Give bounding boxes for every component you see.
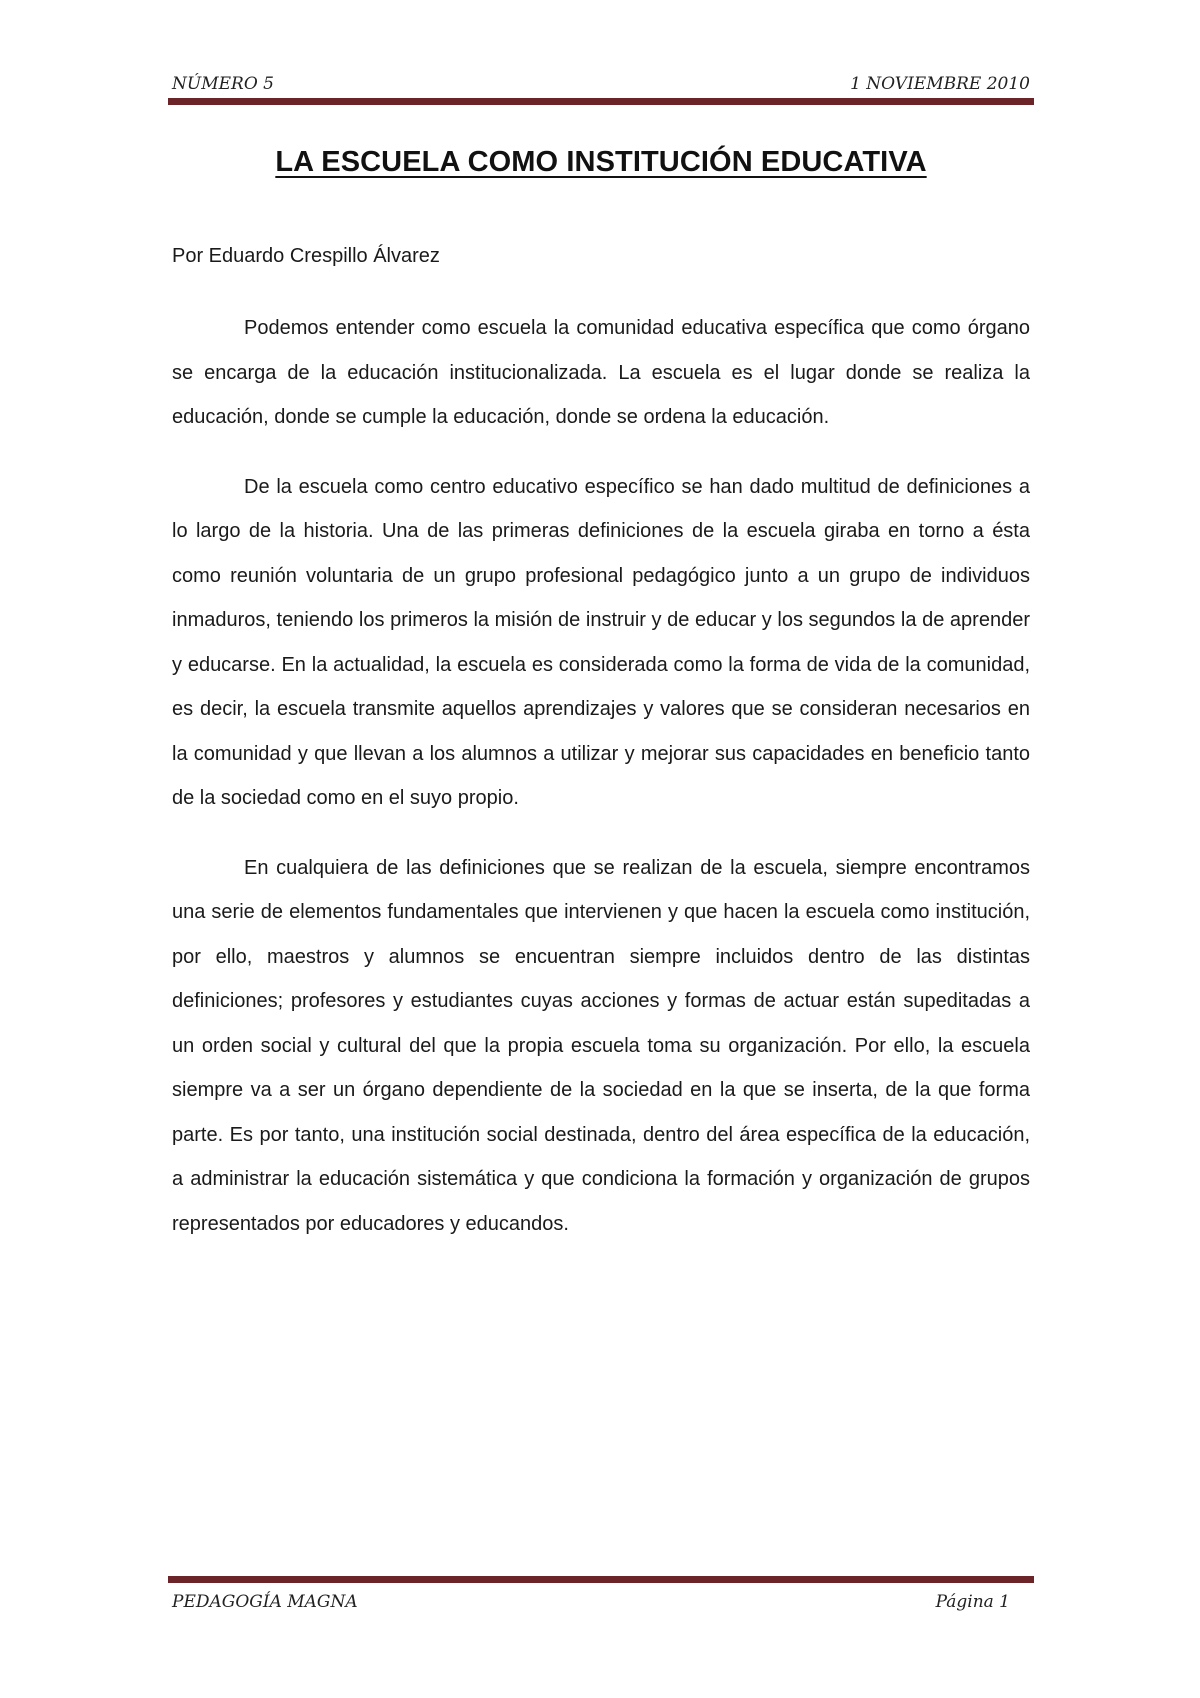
publication-name: PEDAGOGÍA MAGNA <box>172 1592 358 1612</box>
article-title: LA ESCUELA COMO INSTITUCIÓN EDUCATIVA <box>275 146 927 178</box>
paragraph-3: En cualquiera de las definiciones que se realizan de la escuela, siempre encontramos una serie de elementos fundamentales que intervienen y que hacen la escuela como institución, por ello, maestros y alumnos se encuentran siempre incluidos dentro de las distintas definiciones; profesores y estudiantes cuyas acciones y formas de actuar están supeditadas a un orden social y cultural del que la propia escuela toma su organización. Por ello, la escuela siempre va a ser un órgano dependiente de la sociedad en la que se inserta, de la que forma parte. Es por tanto, una institución social destinada, dentro del área específica de la educación, a administrar la educación sistemática y que condiciona la formación y organización de grupos representados por educadores y educandos. <box>172 856 1030 1235</box>
issue-number: NÚMERO 5 <box>172 74 274 94</box>
article-byline: Por Eduardo Crespillo Álvarez <box>172 245 440 267</box>
issue-date: 1 NOVIEMBRE 2010 <box>850 74 1030 94</box>
footer-rule <box>168 1576 1034 1583</box>
header-rule <box>168 98 1034 105</box>
paragraph-1: Podemos entender como escuela la comunidad educativa específica que como órgano se encarga de la educación institucionalizada. La escuela es el lugar donde se realiza la educación, donde se cumple la educación, donde se ordena la educación. <box>172 317 1030 428</box>
running-header <box>172 70 1030 100</box>
article-body <box>172 306 1030 1271</box>
running-footer <box>172 1588 1010 1618</box>
paragraph-2: De la escuela como centro educativo específico se han dado multitud de definiciones a lo largo de la historia. Una de las primeras definiciones de la escuela giraba en torno a ésta como reunión voluntaria de un grupo profesional pedagógico junto a un grupo de individuos inmaduros, teniendo los primeros la misión de instruir y de educar y los segundos la de aprender y educarse. En la actualidad, la escuela es considerada como la forma de vida de la comunidad, es decir, la escuela transmite aquellos aprendizajes y valores que se consideran necesarios en la comunidad y que llevan a los alumnos a utilizar y mejorar sus capacidades en beneficio tanto de la sociedad como en el suyo propio. <box>172 475 1030 809</box>
page-number: Página 1 <box>935 1592 1010 1612</box>
